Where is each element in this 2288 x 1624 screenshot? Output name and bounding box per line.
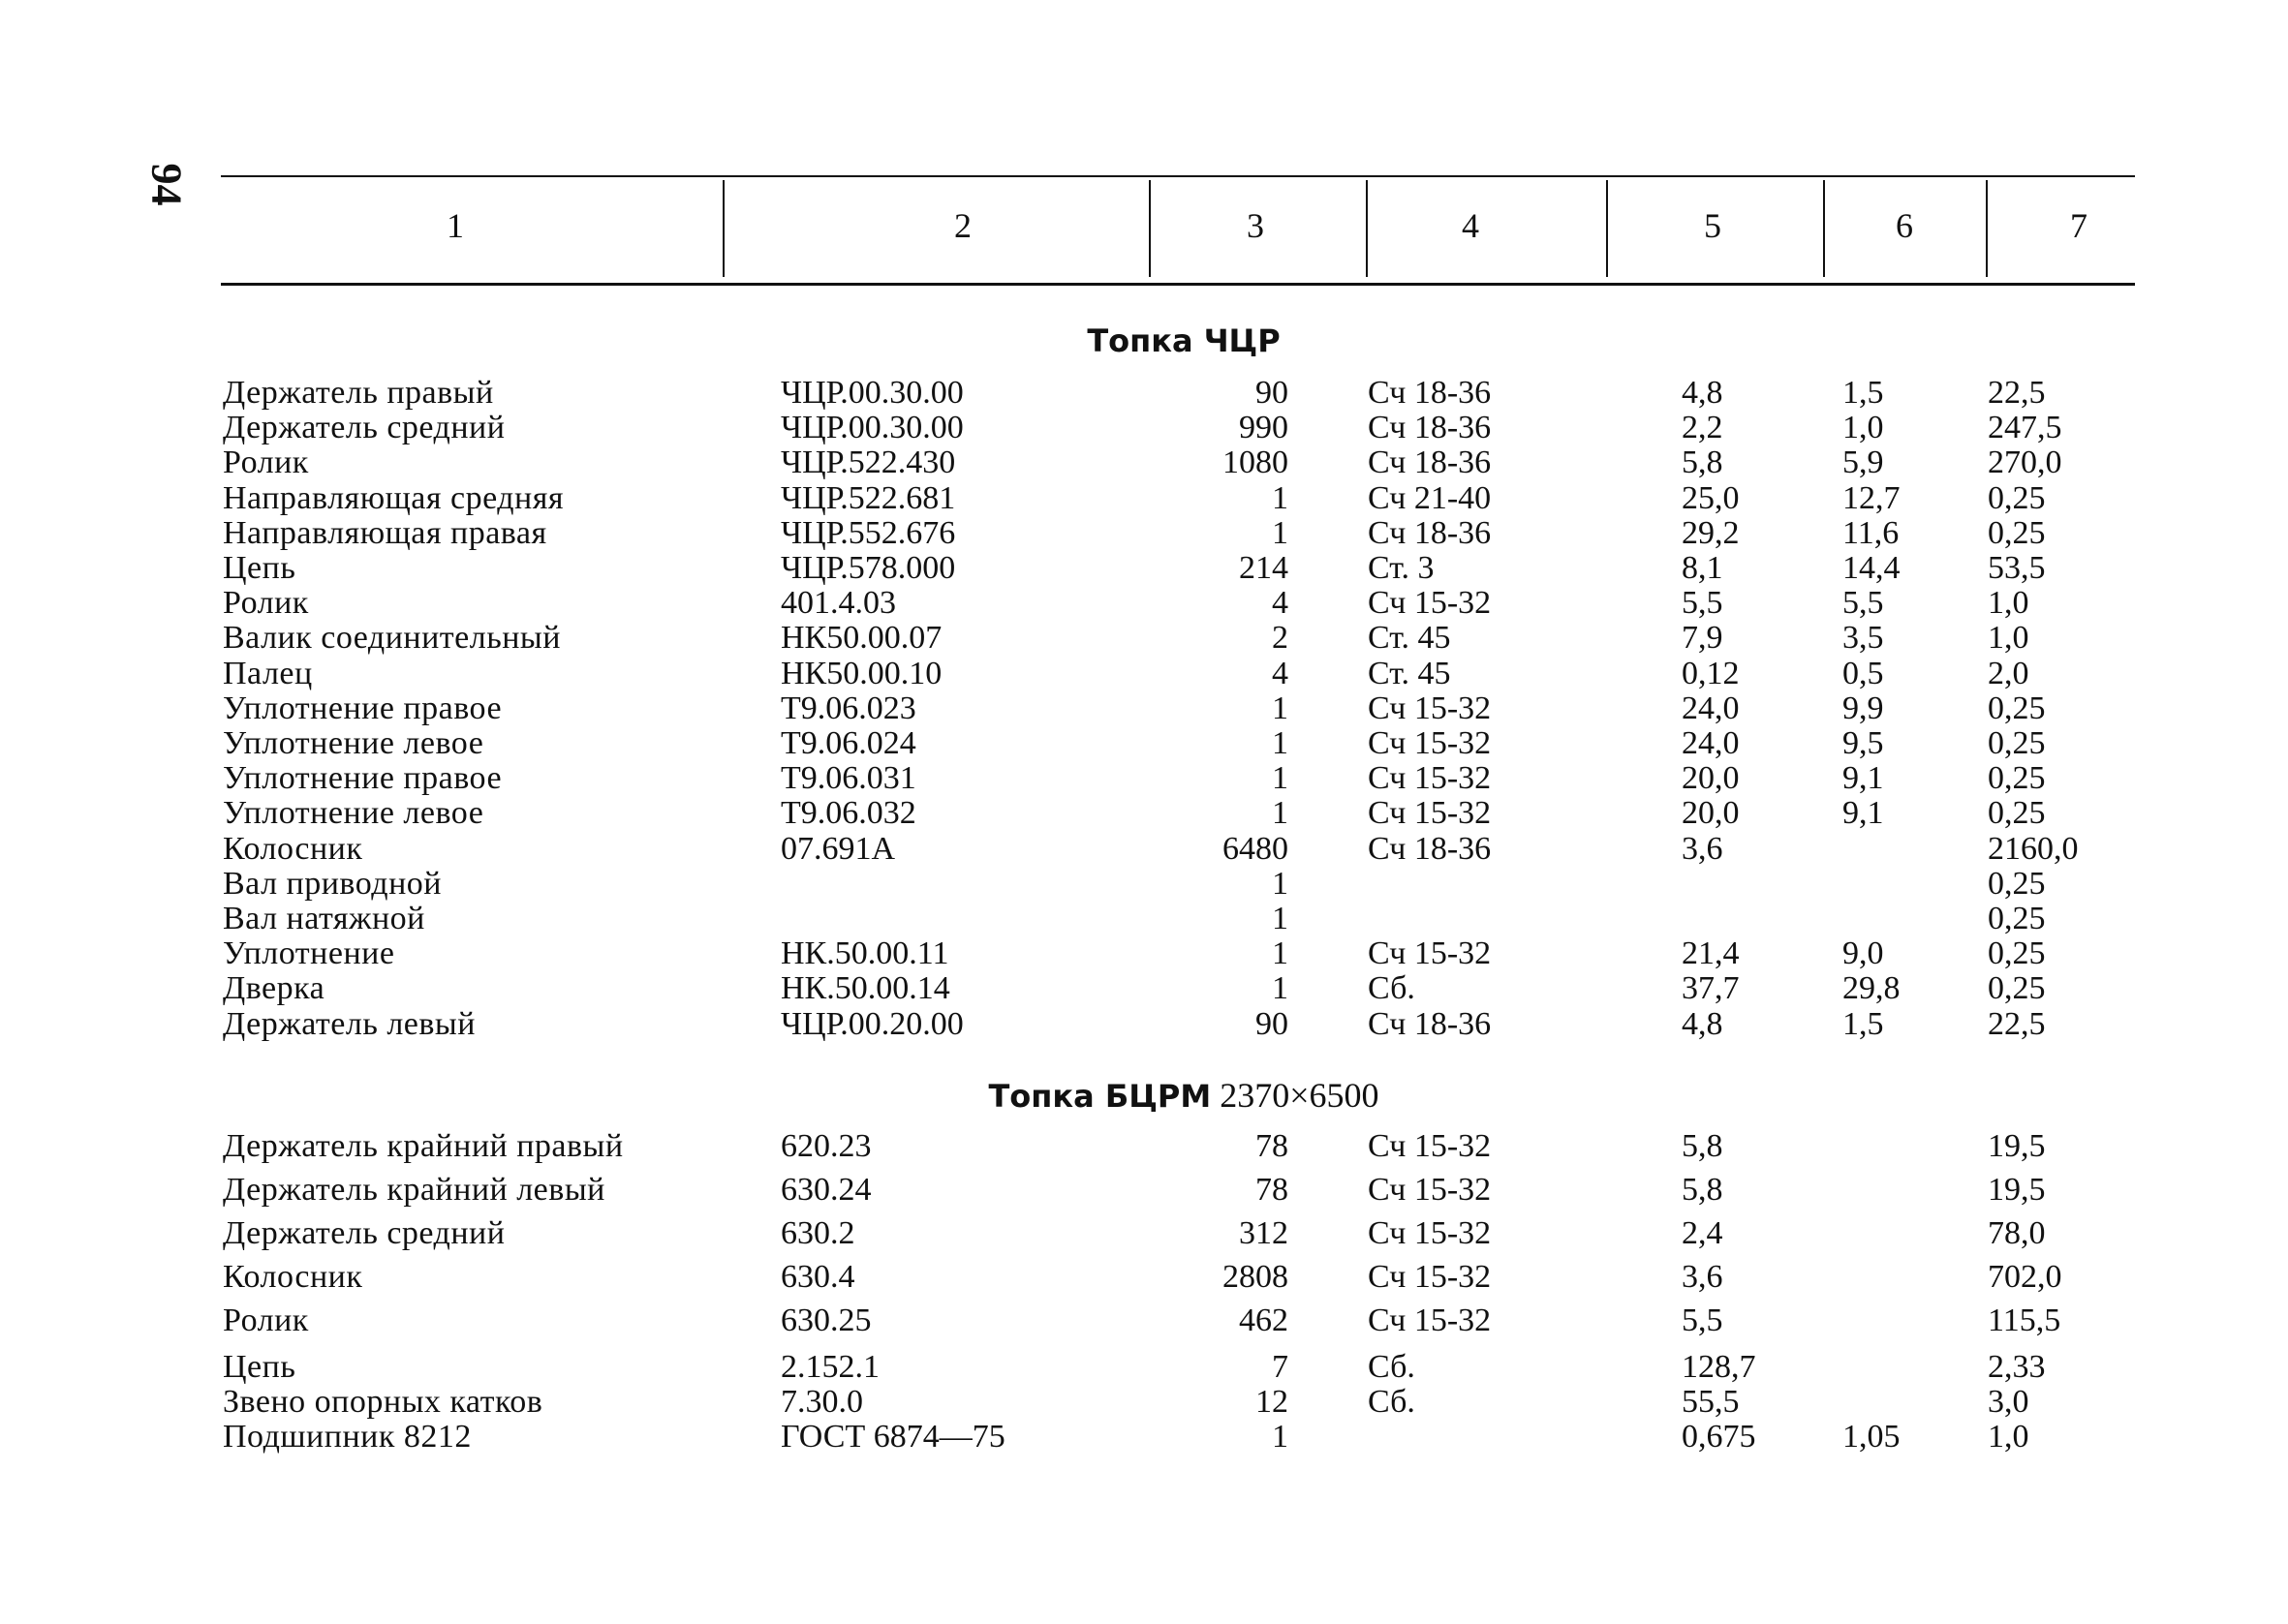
item-value-6: 1,5 <box>1842 375 1884 411</box>
item-quantity: 1 <box>1272 725 1288 761</box>
item-value-5: 5,5 <box>1682 1302 1723 1338</box>
item-quantity: 6480 <box>1222 830 1288 867</box>
item-value-6: 9,5 <box>1842 725 1884 761</box>
item-code: ЧЦР.00.30.00 <box>781 410 964 446</box>
item-value-6: 9,1 <box>1842 760 1884 797</box>
item-quantity: 1 <box>1272 901 1288 936</box>
column-header-4: 4 <box>1462 206 1479 245</box>
item-material: Ст. 45 <box>1368 620 1451 657</box>
item-code: ГОСТ 6874—75 <box>781 1419 1005 1455</box>
item-material: Сч 21-40 <box>1368 479 1492 516</box>
item-name: Колосник <box>223 830 363 867</box>
item-value-5: 5,8 <box>1682 1128 1723 1164</box>
item-value-5: 8,1 <box>1682 550 1723 586</box>
item-code: ЧЦР.522.681 <box>781 479 956 516</box>
item-value-7: 702,0 <box>1988 1259 2062 1295</box>
item-value-7: 0,25 <box>1988 725 2046 761</box>
item-material: Сч 15-32 <box>1368 795 1492 832</box>
item-value-7: 2,0 <box>1988 655 2029 691</box>
item-value-7: 19,5 <box>1988 1172 2046 1208</box>
item-name: Колосник <box>223 1259 363 1295</box>
item-value-7: 1,0 <box>1988 1419 2029 1455</box>
item-material: Сч 15-32 <box>1368 1172 1492 1208</box>
item-code: 401.4.03 <box>781 585 896 622</box>
item-material: Сч 18-36 <box>1368 830 1492 867</box>
item-name: Держатель левый <box>223 1005 476 1042</box>
item-value-7: 2,33 <box>1988 1349 2046 1385</box>
item-code: Т9.06.024 <box>781 725 916 761</box>
item-material: Сч 18-36 <box>1368 1005 1492 1042</box>
item-name: Дверка <box>223 970 325 1007</box>
column-divider <box>1149 180 1151 277</box>
item-code: 630.4 <box>781 1259 855 1295</box>
item-value-5: 3,6 <box>1682 830 1723 867</box>
item-code: 630.2 <box>781 1215 855 1251</box>
item-code: 07.691А <box>781 830 896 867</box>
item-value-7: 247,5 <box>1988 410 2062 446</box>
item-quantity: 1 <box>1272 795 1288 832</box>
item-value-5: 0,675 <box>1682 1419 1756 1455</box>
item-quantity: 1 <box>1272 935 1288 972</box>
item-code: Т9.06.031 <box>781 760 916 797</box>
item-quantity: 990 <box>1239 410 1288 446</box>
item-code: ЧЦР.00.20.00 <box>781 1005 964 1042</box>
item-quantity: 1 <box>1272 479 1288 516</box>
item-quantity: 4 <box>1272 655 1288 691</box>
item-name: Держатель правый <box>223 375 494 411</box>
item-value-5: 21,4 <box>1682 935 1740 972</box>
item-value-5: 5,8 <box>1682 1172 1723 1208</box>
item-name: Держатель крайний правый <box>223 1128 624 1164</box>
item-code: 630.24 <box>781 1172 872 1208</box>
item-quantity: 1 <box>1272 514 1288 551</box>
item-value-5: 4,8 <box>1682 1005 1723 1042</box>
item-name: Уплотнение левое <box>223 725 484 761</box>
item-material: Сч 15-32 <box>1368 1302 1492 1338</box>
item-value-5: 24,0 <box>1682 725 1740 761</box>
item-value-6: 1,5 <box>1842 1005 1884 1042</box>
item-name: Валик соединительный <box>223 620 561 657</box>
item-value-7: 53,5 <box>1988 550 2046 586</box>
item-material: Сч 15-32 <box>1368 760 1492 797</box>
item-value-6: 1,0 <box>1842 410 1884 446</box>
item-code: 2.152.1 <box>781 1349 880 1385</box>
item-name: Звено опорных катков <box>223 1384 543 1420</box>
table-top-rule <box>221 175 2135 177</box>
item-value-5: 2,4 <box>1682 1215 1723 1251</box>
item-value-5: 37,7 <box>1682 970 1740 1007</box>
item-value-7: 1,0 <box>1988 585 2029 622</box>
item-quantity: 1 <box>1272 1419 1288 1455</box>
item-value-5: 2,2 <box>1682 410 1723 446</box>
item-name: Уплотнение правое <box>223 760 503 797</box>
item-quantity: 1 <box>1272 970 1288 1007</box>
item-code: ЧЦР.00.30.00 <box>781 375 964 411</box>
item-code: НК.50.00.14 <box>781 970 950 1007</box>
item-name: Направляющая средняя <box>223 479 565 516</box>
item-material: Сч 15-32 <box>1368 1215 1492 1251</box>
item-value-7: 2160,0 <box>1988 830 2079 867</box>
item-name: Уплотнение правое <box>223 689 503 726</box>
item-material: Сч 15-32 <box>1368 725 1492 761</box>
item-value-7: 3,0 <box>1988 1384 2029 1420</box>
item-value-7: 22,5 <box>1988 1005 2046 1042</box>
item-quantity: 1 <box>1272 689 1288 726</box>
item-quantity: 2808 <box>1222 1259 1288 1295</box>
item-material: Сч 15-32 <box>1368 689 1492 726</box>
item-value-6: 14,4 <box>1842 550 1901 586</box>
item-material: Сч 15-32 <box>1368 935 1492 972</box>
item-name: Уплотнение левое <box>223 795 484 832</box>
item-value-5: 128,7 <box>1682 1349 1756 1385</box>
item-value-5: 3,6 <box>1682 1259 1723 1295</box>
section-title-btsrm <box>988 1075 1378 1116</box>
item-code: ЧЦР.522.430 <box>781 444 956 481</box>
item-name: Держатель средний <box>223 1215 506 1251</box>
item-value-5: 5,8 <box>1682 444 1723 481</box>
item-value-5: 20,0 <box>1682 760 1740 797</box>
item-value-5: 25,0 <box>1682 479 1740 516</box>
item-name: Уплотнение <box>223 935 395 972</box>
item-value-7: 0,25 <box>1988 970 2046 1007</box>
column-header-2: 2 <box>954 206 972 245</box>
item-value-7: 0,25 <box>1988 865 2046 902</box>
item-value-5: 7,9 <box>1682 620 1723 657</box>
item-quantity: 12 <box>1255 1384 1288 1420</box>
section-title-dimensions: 2370×6500 <box>1220 1076 1379 1115</box>
item-value-6: 5,5 <box>1842 585 1884 622</box>
item-value-7: 0,25 <box>1988 935 2046 972</box>
item-code: Т9.06.032 <box>781 795 916 832</box>
item-code: Т9.06.023 <box>781 689 916 726</box>
column-header-6: 6 <box>1896 206 1913 245</box>
column-header-3: 3 <box>1247 206 1264 245</box>
item-value-5: 20,0 <box>1682 795 1740 832</box>
item-material: Сб. <box>1368 1384 1415 1420</box>
item-value-5: 55,5 <box>1682 1384 1740 1420</box>
column-divider <box>1606 180 1608 277</box>
item-material: Сч 18-36 <box>1368 410 1492 446</box>
item-name: Ролик <box>223 444 309 481</box>
item-name: Вал натяжной <box>223 901 425 936</box>
item-quantity: 462 <box>1239 1302 1288 1338</box>
item-value-7: 0,25 <box>1988 514 2046 551</box>
item-value-7: 0,25 <box>1988 901 2046 936</box>
item-value-6: 9,9 <box>1842 689 1884 726</box>
item-material: Сч 18-36 <box>1368 514 1492 551</box>
item-material: Сч 15-32 <box>1368 1128 1492 1164</box>
item-quantity: 90 <box>1255 1005 1288 1042</box>
item-material: Сч 15-32 <box>1368 1259 1492 1295</box>
item-material: Ст. 45 <box>1368 655 1451 691</box>
item-value-7: 22,5 <box>1988 375 2046 411</box>
item-value-6: 0,5 <box>1842 655 1884 691</box>
item-value-6: 1,05 <box>1842 1419 1901 1455</box>
item-material: Сч 15-32 <box>1368 585 1492 622</box>
item-name: Направляющая правая <box>223 514 547 551</box>
page-number: 94 <box>142 163 191 206</box>
item-code: 630.25 <box>781 1302 872 1338</box>
section-title-bold: Топка БЦРМ <box>988 1078 1212 1115</box>
item-quantity: 90 <box>1255 375 1288 411</box>
item-name: Вал приводной <box>223 865 442 902</box>
item-value-7: 115,5 <box>1988 1302 2061 1338</box>
column-divider <box>1366 180 1368 277</box>
column-header-1: 1 <box>447 206 464 245</box>
column-divider <box>1823 180 1825 277</box>
section-title-chtsr <box>1087 320 1280 360</box>
item-code: НК50.00.10 <box>781 655 943 691</box>
item-quantity: 1 <box>1272 760 1288 797</box>
item-value-6: 9,1 <box>1842 795 1884 832</box>
item-quantity: 4 <box>1272 585 1288 622</box>
section-title-bold: Топка ЧЦР <box>1087 322 1281 359</box>
item-code: НК50.00.07 <box>781 620 943 657</box>
column-header-5: 5 <box>1704 206 1721 245</box>
item-quantity: 214 <box>1239 550 1288 586</box>
item-quantity: 2 <box>1272 620 1288 657</box>
item-code: 620.23 <box>781 1128 872 1164</box>
item-value-7: 0,25 <box>1988 689 2046 726</box>
item-name: Цепь <box>223 1349 296 1385</box>
item-quantity: 1080 <box>1222 444 1288 481</box>
item-name: Цепь <box>223 550 296 586</box>
item-value-5: 0,12 <box>1682 655 1740 691</box>
item-name: Ролик <box>223 585 309 622</box>
item-name: Палец <box>223 655 313 691</box>
item-value-6: 9,0 <box>1842 935 1884 972</box>
column-divider <box>1986 180 1988 277</box>
item-name: Ролик <box>223 1302 309 1338</box>
item-quantity: 312 <box>1239 1215 1288 1251</box>
item-code: ЧЦР.578.000 <box>781 550 956 586</box>
item-name: Подшипник 8212 <box>223 1419 472 1455</box>
item-value-5: 29,2 <box>1682 514 1740 551</box>
item-value-7: 270,0 <box>1988 444 2062 481</box>
column-divider <box>723 180 725 277</box>
item-name: Держатель крайний левый <box>223 1172 605 1208</box>
item-code: НК.50.00.11 <box>781 935 949 972</box>
item-value-6: 11,6 <box>1842 514 1900 551</box>
item-code: ЧЦР.552.676 <box>781 514 956 551</box>
item-value-7: 78,0 <box>1988 1215 2046 1251</box>
item-value-6: 3,5 <box>1842 620 1884 657</box>
item-value-6: 12,7 <box>1842 479 1901 516</box>
item-value-7: 0,25 <box>1988 760 2046 797</box>
item-material: Сб. <box>1368 970 1415 1007</box>
item-value-7: 0,25 <box>1988 479 2046 516</box>
item-code: 7.30.0 <box>781 1384 863 1420</box>
item-quantity: 78 <box>1255 1172 1288 1208</box>
item-value-5: 4,8 <box>1682 375 1723 411</box>
item-material: Ст. 3 <box>1368 550 1435 586</box>
item-quantity: 78 <box>1255 1128 1288 1164</box>
item-material: Сч 18-36 <box>1368 375 1492 411</box>
column-header-7: 7 <box>2070 206 2087 245</box>
item-quantity: 1 <box>1272 865 1288 902</box>
item-value-6: 5,9 <box>1842 444 1884 481</box>
item-value-6: 29,8 <box>1842 970 1901 1007</box>
item-value-7: 1,0 <box>1988 620 2029 657</box>
item-material: Сч 18-36 <box>1368 444 1492 481</box>
item-name: Держатель средний <box>223 410 506 446</box>
item-value-7: 19,5 <box>1988 1128 2046 1164</box>
table-header-rule <box>221 283 2135 286</box>
item-value-5: 24,0 <box>1682 689 1740 726</box>
item-material: Сб. <box>1368 1349 1415 1385</box>
item-quantity: 7 <box>1272 1349 1288 1385</box>
item-value-5: 5,5 <box>1682 585 1723 622</box>
item-value-7: 0,25 <box>1988 795 2046 832</box>
